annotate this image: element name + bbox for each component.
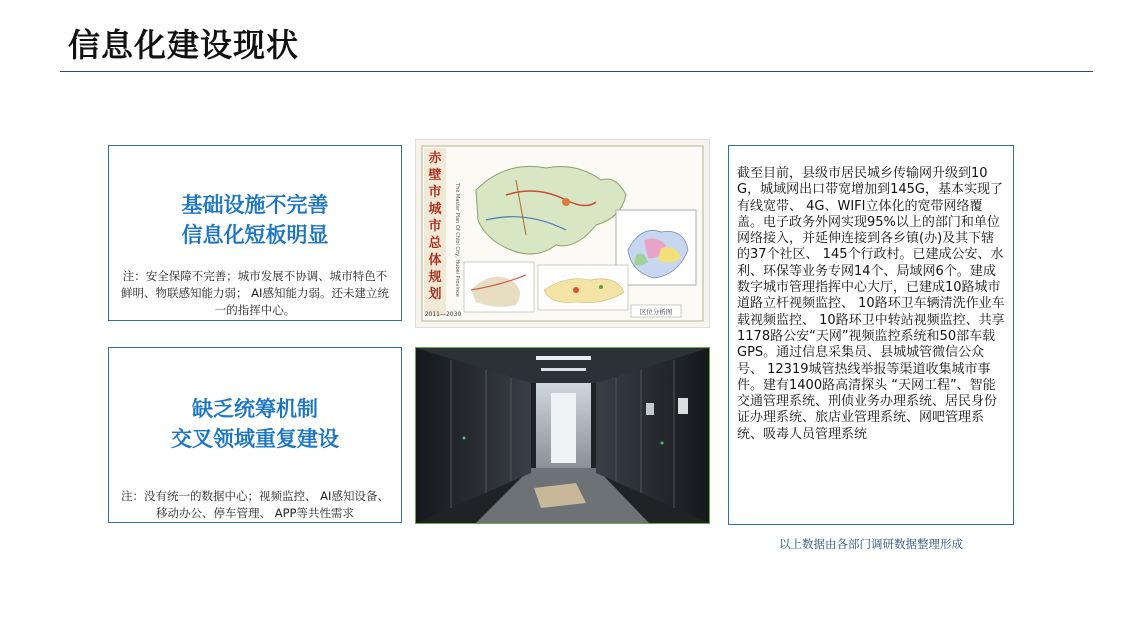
map-caption: 区位分析图 xyxy=(639,308,673,316)
map-vertical-title xyxy=(427,150,442,302)
map-title-char: 划 xyxy=(428,287,442,302)
map-title-char: 赤 xyxy=(428,151,442,166)
headline-line: 交叉领域重复建设 xyxy=(171,427,339,451)
coordination-card xyxy=(108,347,402,523)
map-title-char: 体 xyxy=(428,253,442,268)
status-panel xyxy=(728,145,1014,525)
status-text: 截至目前，县级市居民城乡传输网升级到10G，城域网出口带宽增加到145G，基本实现了有线宽带、 4G、WIFI立体化的宽带网络覆盖。电子政务外网实现95%以上的部门和单位网络接入，并延伸连接到各乡镇(办)及其下辖的37个社区、 145个行政村。已建成公安、水利、环保等业务专网14个、局域网6个。建成数字城市管理指挥中心大厅，已建成10路城市道路立杆视频监控、 10路环卫车辆清洗作业车载视频监控、 10路环卫中转站视频监控、共享1178路公安“天网”视频监控系统和50部车载GPS。通过信息采集员、县城城管微信公众号、 12319城管热线举报等渠道收集城市事件。建有1400路高清探头 “天网工程”、智能交通管理系统、刑侦业务办理系统、居民身份证办理系统、旅店业管理系统、网吧管理系统、吸毒人员管理系统 xyxy=(737,166,1005,442)
map-title-char: 规 xyxy=(428,270,442,285)
map-title-char: 壁 xyxy=(428,168,442,183)
map-subtitle: The Master Plan Of Chibi City, Hubei Province xyxy=(454,183,460,297)
infrastructure-card xyxy=(108,145,402,321)
city-master-plan-image xyxy=(415,139,710,328)
infrastructure-headline xyxy=(109,190,401,250)
headline-line: 基础设施不完善 xyxy=(181,193,329,217)
server-room-illustration xyxy=(416,348,709,523)
data-center-photo xyxy=(415,347,710,524)
map-years: 2011—2030 xyxy=(424,311,462,318)
data-source-note: 以上数据由各部门调研数据整理形成 xyxy=(779,537,963,551)
map-title-char: 总 xyxy=(428,236,442,251)
coordination-headline xyxy=(109,394,401,454)
master-plan-map xyxy=(416,140,709,327)
page-title: 信息化建设现状 xyxy=(68,26,300,64)
headline-line: 信息化短板明显 xyxy=(181,223,329,247)
map-title-char: 市 xyxy=(428,219,442,234)
map-title-char: 城 xyxy=(428,202,442,217)
headline-line: 缺乏统筹机制 xyxy=(192,397,318,421)
coordination-note: 注：没有统一的数据中心；视频监控、 AI感知设备、移动办公、停车管理、 APP等共性需求 xyxy=(121,489,389,520)
map-title-char: 市 xyxy=(428,185,442,200)
title-divider xyxy=(60,71,1093,72)
infrastructure-note: 注：安全保障不完善；城市发展不协调、城市特色不鲜明、物联感知能力弱； AI感知能力弱。还未建立统一的指挥中心。 xyxy=(121,269,389,317)
